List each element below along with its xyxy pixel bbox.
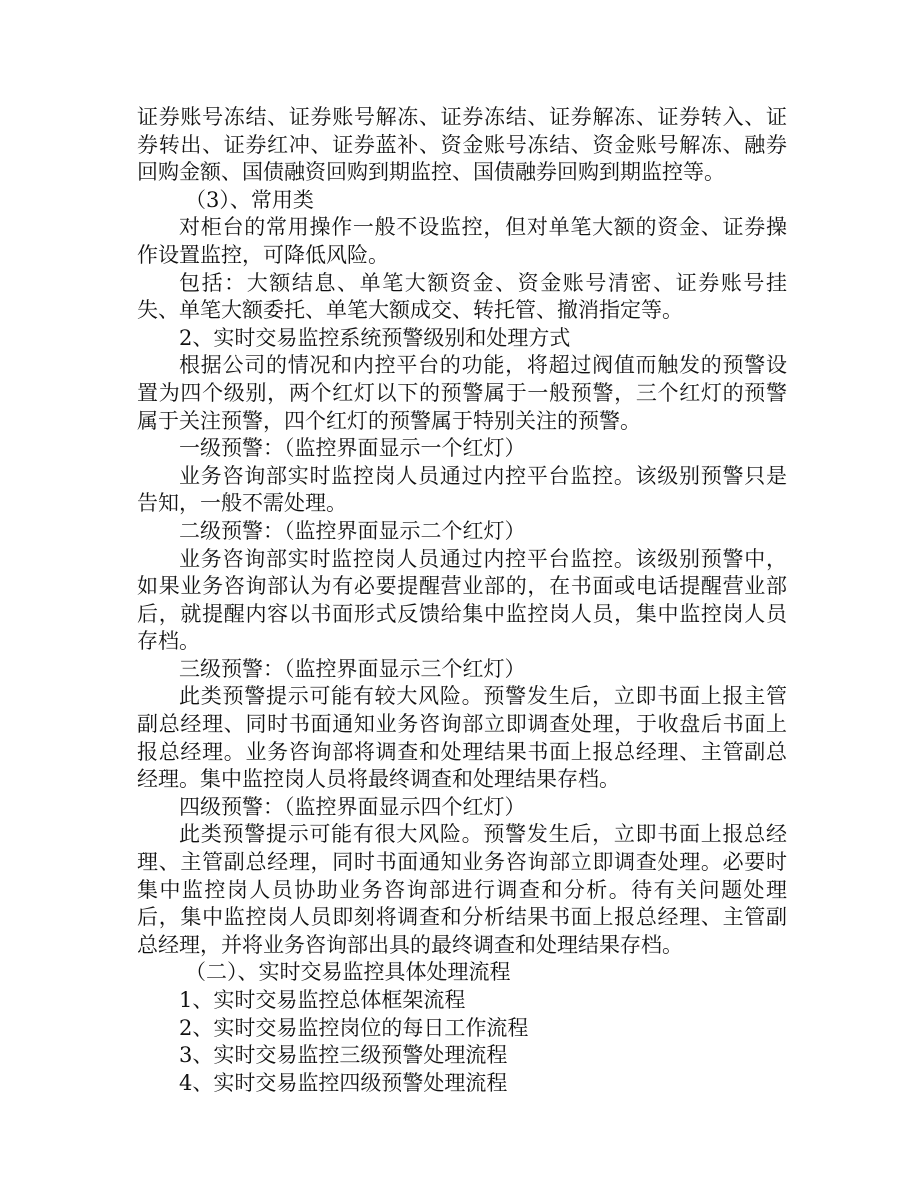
list-item-flow-1: 1、实时交易监控总体框架流程 bbox=[179, 988, 466, 1012]
heading-level-4: 四级预警：（监控界面显示四个红灯） bbox=[179, 794, 526, 819]
heading-alert-levels: 2、实时交易监控系统预警级别和处理方式 bbox=[179, 325, 571, 350]
paragraph-level-4: 此类预警提示可能有很大风险。预警发生后，立即书面上报总经理、主管副总经理，同时书面通知业务咨询部立即调查处理。必要时集中监控岗人员协助业务咨询部进行调查和分析。待有关问题处理后，集中监控岗人员即刻将调查和分析结果书面上报总经理、主管副总经理，并将业务咨询部出具的最终调查和处理结果存档。 bbox=[137, 822, 787, 957]
paragraph-level-2: 业务咨询部实时监控岗人员通过内控平台监控。该级别预警中，如果业务咨询部认为有必要提醒营业部的，在书面或电话提醒营业部后，就提醒内容以书面形式反馈给集中监控岗人员，集中监控岗人员存档。 bbox=[137, 546, 787, 654]
heading-section-2: （二）、实时交易监控具体处理流程 bbox=[185, 960, 511, 985]
list-item-flow-2: 2、实时交易监控岗位的每日工作流程 bbox=[179, 1015, 529, 1040]
paragraph-common-ops: 对柜台的常用操作一般不设监控，但对单笔大额的资金、证券操作设置监控，可降低风险。 bbox=[137, 215, 787, 267]
paragraph-alert-levels-intro: 根据公司的情况和内控平台的功能，将超过阀值而触发的预警设置为四个级别，两个红灯以下的预警属于一般预警，三个红灯的预警属于关注预警，四个红灯的预警属于特别关注的预警。 bbox=[137, 353, 787, 433]
list-item-flow-4: 4、实时交易监控四级预警处理流程 bbox=[179, 1070, 508, 1095]
paragraph-level-1: 业务咨询部实时监控岗人员通过内控平台监控。该级别预警只是告知，一般不需处理。 bbox=[137, 463, 787, 516]
heading-level-1: 一级预警：（监控界面显示一个红灯） bbox=[179, 436, 526, 461]
paragraph-common-includes: 包括：大额结息、单笔大额资金、资金账号清密、证券账号挂失、单笔大额委托、单笔大额成交、转托管、撤消指定等。 bbox=[137, 270, 787, 323]
heading-level-3: 三级预警：（监控界面显示三个红灯） bbox=[179, 656, 526, 681]
document-body bbox=[137, 104, 787, 1097]
paragraph-account-freeze-list: 证券账号冻结、证券账号解冻、证券冻结、证券解冻、证券转入、证券转出、证券红冲、证券蓝补、资金账号冻结、资金账号解冻、融券回购金额、国债融资回购到期监控、国债融券回购到期监控等。 bbox=[137, 105, 787, 185]
heading-common-category: （3）、常用类 bbox=[185, 187, 314, 212]
list-item-flow-3: 3、实时交易监控三级预警处理流程 bbox=[179, 1043, 508, 1068]
paragraph-level-3: 此类预警提示可能有较大风险。预警发生后，立即书面上报主管副总经理、同时书面通知业务咨询部立即调查处理，于收盘后书面上报总经理。业务咨询部将调查和处理结果书面上报总经理、主管副总经理。集中监控岗人员将最终调查和处理结果存档。 bbox=[137, 684, 787, 792]
heading-level-2: 二级预警：（监控界面显示二个红灯） bbox=[179, 518, 526, 543]
